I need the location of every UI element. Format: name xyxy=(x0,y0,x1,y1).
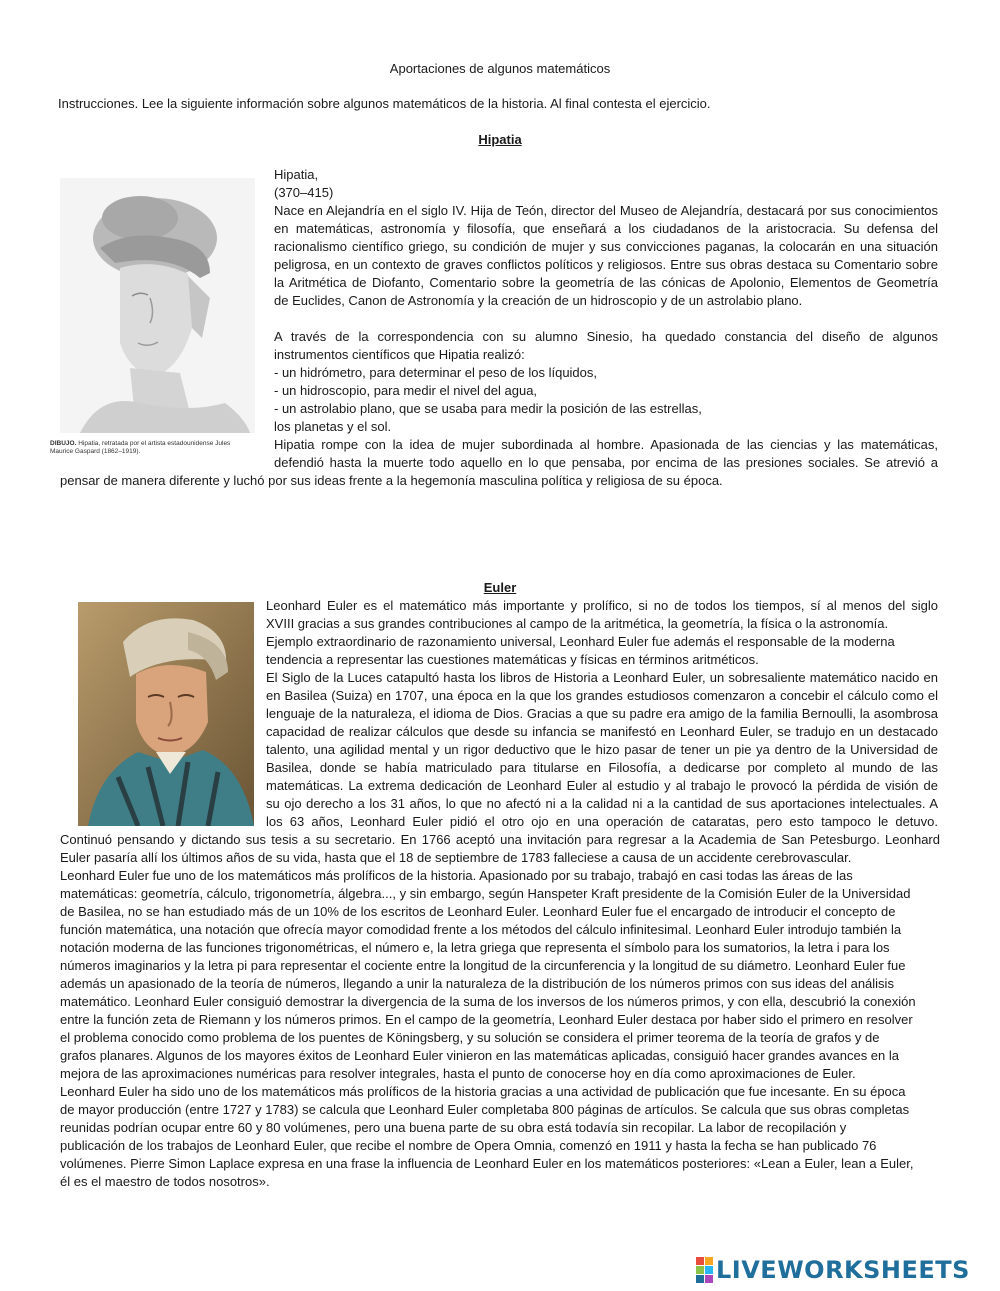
euler-line: los 63 años, Leonhard Euler pidió el otro ojo en una operación de cataratas, pero esto tampoco le detuvo. xyxy=(266,814,938,829)
hipatia-caption xyxy=(50,440,270,456)
hipatia-closing-line: Hipatia rompe con la idea de mujer subordinada al hombre. Apasionada de las ciencias y las matemáticas, xyxy=(274,437,938,452)
euler-line: Continuó pensando y dictando sus tesis a su secretario. En 1766 aceptó una invitación para regresar a la Academia de San Petesburgo. Leonhard xyxy=(60,832,940,847)
euler-line: Leonhard Euler fue uno de los matemáticos más prolíficos de la historia. Apasionado por su trabajo, trabajó en casi todas las áreas de las xyxy=(60,868,853,883)
hipatia-bio-line: la Aritmética de Diofanto, Comentario sobre la geometría de las cónicas de Apolonio, Elementos de Geometría xyxy=(274,275,938,290)
euler-line: entre la función zeta de Riemann y los números primos. En el campo de la geometría, Leonhard Euler destaca por haber sido el primero en resolver xyxy=(60,1012,913,1027)
hipatia-closing-line: defendió hasta la muerte todo aquello en lo que pensaba, por encima de las presiones sociales. Se atrevió a xyxy=(274,455,938,470)
euler-line: Leonhard Euler ha sido uno de los matemáticos más prolíficos de la historia gracias a una actividad de publicación que fue incesante. En su época xyxy=(60,1084,906,1099)
euler-line: matemático. Leonhard Euler consiguió demostrar la divergencia de la suma de los inversos de los números primos, y con ella, descubrió la conexión xyxy=(60,994,916,1009)
euler-line: en Basilea (Suiza) en 1707, una época en la que los grandes estudiosos comenzaron a concebir el cálculo como el xyxy=(266,688,938,703)
euler-line: talento, una agilidad mental y un rigor deductivo que le hizo pasar de tener un pie ya dentro de la Universidad de xyxy=(266,742,938,757)
hipatia-correspondence-line: instrumentos científicos que Hipatia realizó: xyxy=(274,347,525,362)
euler-heading: Euler xyxy=(483,580,517,595)
euler-line: XVIII gracias a sus grandes contribuciones al campo de la aritmética, la geometría, la física o la astronomía. xyxy=(266,616,889,631)
euler-line: matemáticas. La extrema dedicación de Leonhard Euler al estudio y al trabajo le provocó la pérdida de visión de xyxy=(266,778,938,793)
hipatia-bio-line: racionalismo científico griego, su condición de mujer y sus convicciones paganas, la colocarán en una situación xyxy=(274,239,938,254)
euler-line: además un apasionado de la teoría de números, llegando a unir la naturaleza de la distribución de los números primos con sus ideas del análisis xyxy=(60,976,894,991)
euler-line: números imaginarios y la letra pi para representar el cociente entre la longitud de la circunferencia y la longitud de su diámetro. Leonhard Euler fue xyxy=(60,958,906,973)
euler-line: mejora de las aproximaciones numéricas para resolver integrales, hasta el punto de conocerse hoy en día como aproximaciones de Euler. xyxy=(60,1066,856,1081)
liveworksheets-logo[interactable] xyxy=(696,1256,970,1284)
euler-line: su ojo derecho a los 31 años, lo que no afectó ni a la calidad ni a la cantidad de sus aportaciones intelectuales. A xyxy=(266,796,938,811)
hipatia-portrait xyxy=(60,178,255,433)
document-title: Aportaciones de algunos matemáticos xyxy=(389,61,611,76)
euler-line: Euler pasaría allí los últimos años de su vida, hasta que el 18 de septiembre de 1783 falleciese a causa de un accidente cerebrovascular. xyxy=(60,850,852,865)
hipatia-bio-line: Nace en Alejandría en el siglo IV. Hija de Teón, director del Museo de Alejandría, destacará por sus conocimientos xyxy=(274,203,938,218)
euler-line: notación moderna de las funciones trigonométricas, el número e, la letra griega que representa el símbolo para los sumatorios, la letra i para los xyxy=(60,940,890,955)
euler-line: el problema conocido como problema de los puentes de Köningsberg, y su solución se considera el primer teorema de la teoría de grafos y de xyxy=(60,1030,880,1045)
hipatia-bio-line: en matemáticas, astronomía y filosofía, que enseñará a los ciudadanos de la aristocracia. Su defensa del xyxy=(274,221,938,236)
euler-line: tendencia a representar las cuestiones matemáticas y físicas en términos aritméticos. xyxy=(266,652,759,667)
euler-line: función matemática, una notación que ofrecía mayor comodidad frente a los métodos del cálculo infinitesimal. Leonhard Euler introdujo también la xyxy=(60,922,902,937)
euler-line: de mayor producción (entre 1727 y 1783) se calcula que Leonhard Euler completaba 800 páginas de artículos. Se calcula que sus obras completas xyxy=(60,1102,910,1117)
caption-label: DIBUJO. xyxy=(50,440,77,447)
hipatia-bio-line: peligrosa, en un contexto de graves conflictos políticos y religiosos. Entre sus obras destaca su Comentario sobre xyxy=(274,257,938,272)
euler-line: Leonhard Euler es el matemático más importante y prolífico, si no de todos los tiempos, sí al menos del siglo xyxy=(266,598,938,613)
hipatia-name: Hipatia, xyxy=(274,167,319,182)
euler-line: grafos planares. Algunos de los mayores éxitos de Leonhard Euler vinieron en las matemáticas aplicadas, consiguió hacer grandes avances en la xyxy=(60,1048,899,1063)
hipatia-closing-last: pensar de manera diferente y luchó por sus ideas frente a la hegemonía masculina política y religiosa de su época. xyxy=(60,473,723,488)
logo-tiles-icon xyxy=(696,1257,713,1283)
instrument-item: - un hidroscopio, para medir el nivel del agua, xyxy=(274,383,538,398)
hipatia-bio-line: de Euclides, Canon de Astronomía y la creación de un hidroscopio y de un astrolabio plano. xyxy=(274,293,803,308)
euler-line: El Siglo de la Luces catapultó hasta los libros de Historia a Leonhard Euler, un sobresaliente matemático nacido en xyxy=(266,670,938,685)
logo-text: LIVEWORKSHEETS xyxy=(716,1256,970,1284)
euler-full-text xyxy=(60,831,940,1191)
instrument-item: - un astrolabio plano, que se usaba para medir la posición de las estrellas, xyxy=(274,401,702,416)
euler-portrait xyxy=(78,602,254,826)
euler-line: publicación de los trabajos de Leonhard Euler, que recibe el nombre de Opera Omnia, comenzó en 1911 y hasta la fecha se han publicado 76 xyxy=(60,1138,877,1153)
instrument-item-tail: los planetas y el sol. xyxy=(274,419,392,434)
euler-line: Ejemplo extraordinario de razonamiento universal, Leonhard Euler fue además el responsable de la moderna xyxy=(266,634,895,649)
euler-line: lenguaje de la naturaleza, el idioma de Dios. Gracias a que su padre era amigo de la familia Bernoulli, la asombrosa xyxy=(266,706,938,721)
caption-text: Hipatia, retratada por el artista estadounidense Jules xyxy=(78,440,231,447)
euler-line: capacidad de realizar cálculos que desde su infancia se manifestó en Leonhard Euler, se tradujo en un destacado xyxy=(266,724,938,739)
hipatia-dates: (370–415) xyxy=(274,185,334,200)
instructions-text: Instrucciones. Lee la siguiente información sobre algunos matemáticos de la historia. Al final contesta el ejercicio. xyxy=(58,96,711,111)
hipatia-text-block xyxy=(274,166,938,472)
euler-line: volúmenes. Pierre Simon Laplace expresa en una frase la influencia de Leonhard Euler en los matemáticos posteriores: «Lean a Euler, lean a Euler, xyxy=(60,1156,914,1171)
caption-text-2: Maurice Gaspard (1862–1919). xyxy=(50,448,141,455)
euler-line: él es el maestro de todos nosotros». xyxy=(60,1174,270,1189)
instrument-item: - un hidrómetro, para determinar el peso de los líquidos, xyxy=(274,365,598,380)
euler-line: matemáticas: geometría, cálculo, trigonometría, álgebra..., y sin embargo, según Hanspeter Kraft presidente de la Comisión Euler de la Universidad xyxy=(60,886,911,901)
euler-side-text xyxy=(266,597,938,831)
hipatia-correspondence-line: A través de la correspondencia con su alumno Sinesio, ha quedado constancia del diseño de algunos xyxy=(274,329,938,344)
euler-line: Basilea, donde se había matriculado para titularse en Filosofía, a dedicarse por completo al mundo de las xyxy=(266,760,938,775)
euler-line: de Basilea, no se han estudiado más de un 10% de los escritos de Leonhard Euler. Leonhard Euler fue el encargado de introducir el concepto de xyxy=(60,904,896,919)
euler-line: reunidas podrían ocupar entre 60 y 80 volúmenes, pero una buena parte de su obra está todavía sin recopilar. La labor de recopilación y xyxy=(60,1120,847,1135)
hipatia-heading: Hipatia xyxy=(478,132,522,147)
